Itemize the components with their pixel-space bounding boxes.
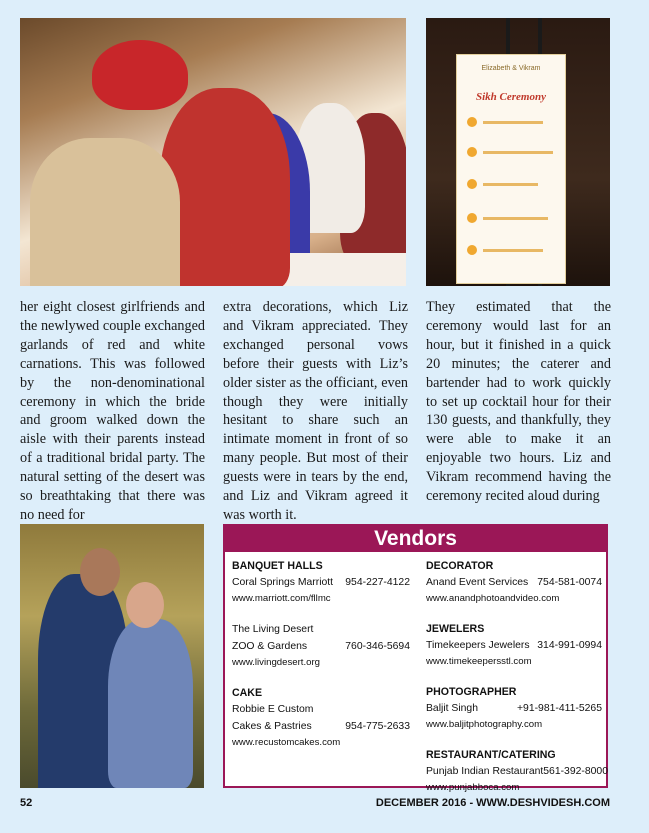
vendor-line: [426, 763, 608, 780]
vendor-url[interactable]: www.punjabboca.com: [426, 782, 520, 793]
vendor-category: JEWELERS: [426, 623, 485, 635]
page-number: 52: [20, 797, 33, 809]
vendor-category: DECORATOR: [426, 560, 494, 572]
vendor-url[interactable]: www.livingdesert.org: [232, 657, 320, 668]
vendors-column-left: [232, 558, 410, 751]
sign-dot: [467, 147, 477, 157]
vendor-name: Timekeepers Jewelers: [426, 640, 530, 651]
vendor-line: [426, 637, 602, 654]
vendor-phone: 754-581-0074: [537, 577, 602, 588]
vendor-line: [426, 574, 602, 591]
vendors-box: [223, 524, 608, 793]
vendor-phone: 760-346-5694: [345, 641, 410, 652]
sign-line: [483, 183, 538, 186]
vendor-line: [232, 621, 410, 638]
sign-line: [483, 121, 543, 124]
vendor-name: Robbie E Custom: [232, 704, 314, 715]
vendor-category: RESTAURANT/CATERING: [426, 749, 556, 761]
vendor-name: Anand Event Services: [426, 577, 529, 588]
vendor-phone: 314-991-0994: [537, 640, 602, 651]
vendor-category: PHOTOGRAPHER: [426, 686, 517, 698]
sign-dot: [467, 179, 477, 189]
sign-dot: [467, 213, 477, 223]
vendor-url[interactable]: www.marriott.com/fllmc: [232, 593, 331, 604]
groom-figure: [30, 138, 180, 286]
vendor-phone: 954-775-2633: [345, 721, 410, 732]
ceremony-sign-photo: [426, 18, 610, 286]
sign-title: Sikh Ceremony: [476, 91, 546, 103]
couple-photo: [20, 524, 204, 788]
vendor-name: ZOO & Gardens: [232, 641, 308, 652]
sign-line: [483, 151, 553, 154]
vendors-column-right: [426, 558, 608, 796]
vendor-category: BANQUET HALLS: [232, 560, 323, 572]
vendor-name: Punjab Indian Restaurant: [426, 766, 544, 777]
vendor-name: Cakes & Pastries: [232, 721, 312, 732]
turban: [92, 40, 188, 110]
vendor-line: [232, 701, 410, 718]
vendor-line: [426, 700, 602, 717]
vendor-line: [232, 718, 410, 735]
sign-names: Elizabeth & Vikram: [481, 65, 541, 72]
article-column-3: They estimated that the ceremony would last for an hour, but it finished in a quick 20 minutes; the caterer and bartender had to work quickly to set up cocktail hour for their 130 guests, and thankfully, they were able to make it an enjoyable two hours. Liz and Vikram recommend having the ceremony recited aloud during: [426, 299, 611, 505]
issue-footer: DECEMBER 2016 - WWW.DESHVIDESH.COM: [375, 797, 610, 809]
sign-line: [483, 217, 548, 220]
vendor-name: Baljit Singh: [426, 703, 478, 714]
sign-dot: [467, 117, 477, 127]
vendor-url[interactable]: www.recustomcakes.com: [232, 737, 341, 748]
vendor-url[interactable]: www.anandphotoandvideo.com: [426, 593, 560, 604]
article-column-2: extra decorations, which Liz and Vikram appreciated. They exchanged personal vows before their guests with Liz’s older sister as the officiant, even though they were initially hesitant to share such an intimate moment in front of so many people. But most of their guests were in tears by the end, and Liz and Vikram agreed it was worth it.: [223, 299, 408, 523]
vendor-line: [232, 638, 410, 655]
vendor-phone: +91-981-411-5265: [516, 703, 602, 714]
vendor-category: CAKE: [232, 687, 263, 699]
vendors-title: Vendors: [225, 526, 606, 552]
article-column-1: her eight closest girlfriends and the newlywed couple exchanged garlands of red and white carnations. This was followed by the non-denominational ceremony in which the bride and groom walked down the aisle with their parents instead of a traditional bridal party. The natural setting of the desert was so breathtaking that there was no need for: [20, 299, 205, 523]
sign-board: [456, 54, 566, 284]
vendor-name: Coral Springs Marriott: [232, 577, 334, 588]
sign-line: [483, 249, 543, 252]
vendor-name: The Living Desert: [232, 624, 314, 635]
vendor-url[interactable]: www.baljitphotography.com: [426, 719, 543, 730]
sign-dot: [467, 245, 477, 255]
vendor-line: [232, 574, 410, 591]
vendor-phone: 561-392-8000: [543, 766, 608, 777]
bride-figure: [108, 619, 193, 788]
groom-head: [80, 548, 120, 596]
vendor-url[interactable]: www.timekeepersstl.com: [426, 656, 532, 667]
ceremony-photo: [20, 18, 406, 286]
vendor-phone: 954-227-4122: [345, 577, 410, 588]
bride-head: [126, 582, 164, 628]
